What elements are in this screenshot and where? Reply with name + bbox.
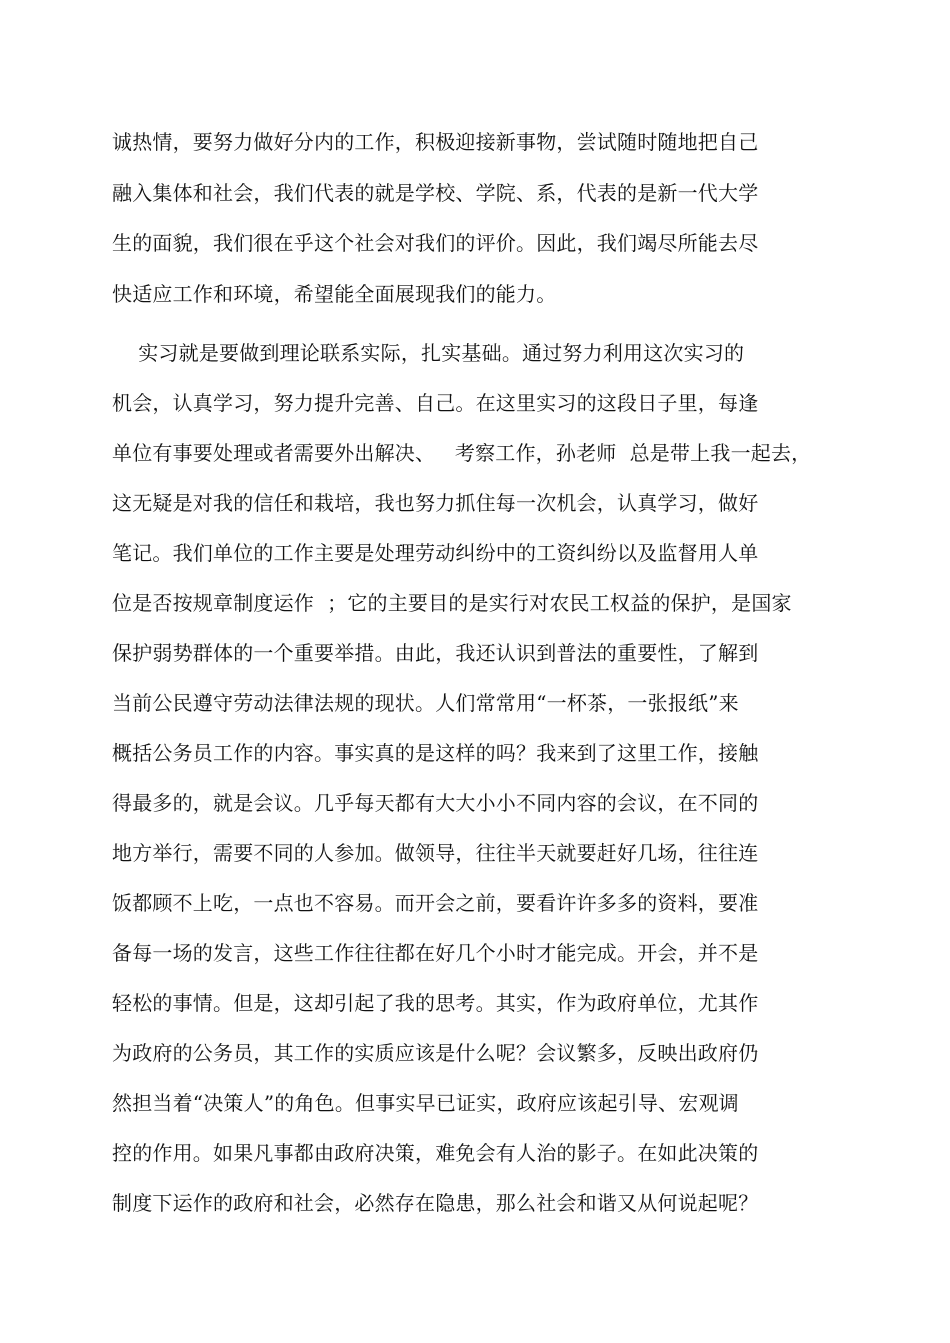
paragraph-2-line-6: 位是否按规章制度运作 ；它的主要目的是实行对农民工权益的保护，是国家 [112,591,792,615]
paragraph-1-line-3: 生的面貌，我们很在乎这个社会对我们的评价。因此，我们竭尽所能去尽 [112,231,759,255]
paragraph-2-line-12: 饭都顾不上吃，一点也不容易。而开会之前，要看许许多多的资料，要准 [112,891,759,915]
paragraph-2-line-3: 单位有事要处理或者需要外出解决、 考察工作，孙老师 总是带上我一起去， [112,441,812,465]
paragraph-2-line-14: 轻松的事情。但是，这却引起了我的思考。其实，作为政府单位，尤其作 [112,991,759,1015]
paragraph-2-line-1: 实习就是要做到理论联系实际，扎实基础。通过努力利用这次实习的 [112,341,745,365]
paragraph-2-line-8: 当前公民遵守劳动法律法规的现状。人们常常用“一杯茶，一张报纸”来 [112,691,739,715]
paragraph-2-line-16: 然担当着“决策人”的角色。但事实早已证实，政府应该起引导、宏观调 [112,1091,739,1115]
paragraph-2-line-13: 备每一场的发言，这些工作往往都在好几个小时才能完成。开会，并不是 [112,941,759,965]
paragraph-2-line-9: 概括公务员工作的内容。事实真的是这样的吗？我来到了这里工作，接触 [112,741,759,765]
paragraph-2-line-2: 机会，认真学习，努力提升完善、自己。在这里实习的这段日子里，每逢 [112,391,759,415]
paragraph-1-line-2: 融入集体和社会，我们代表的就是学校、学院、系，代表的是新一代大学 [112,181,759,205]
paragraph-2-line-17: 控的作用。如果凡事都由政府决策，难免会有人治的影子。在如此决策的 [112,1141,759,1165]
paragraph-1-line-4: 快适应工作和环境，希望能全面展现我们的能力。 [112,282,557,306]
paragraph-2-line-18: 制度下运作的政府和社会，必然存在隐患，那么社会和谐又从何说起呢？ [112,1191,759,1215]
paragraph-1-line-1: 诚热情，要努力做好分内的工作，积极迎接新事物，尝试随时随地把自己 [112,130,759,154]
paragraph-2-line-5: 笔记。我们单位的工作主要是处理劳动纠纷中的工资纠纷以及监督用人单 [112,541,759,565]
paragraph-2-line-4: 这无疑是对我的信任和栽培，我也努力抓住每一次机会，认真学习，做好 [112,491,759,515]
paragraph-2-line-7: 保护弱势群体的一个重要举措。由此，我还认识到普法的重要性，了解到 [112,641,759,665]
paragraph-2-line-10: 得最多的，就是会议。几乎每天都有大大小小不同内容的会议，在不同的 [112,791,759,815]
paragraph-2-line-15: 为政府的公务员，其工作的实质应该是什么呢？会议繁多，反映出政府仍 [112,1041,759,1065]
paragraph-2-line-11: 地方举行，需要不同的人参加。做领导，往往半天就要赶好几场，往往连 [112,841,759,865]
